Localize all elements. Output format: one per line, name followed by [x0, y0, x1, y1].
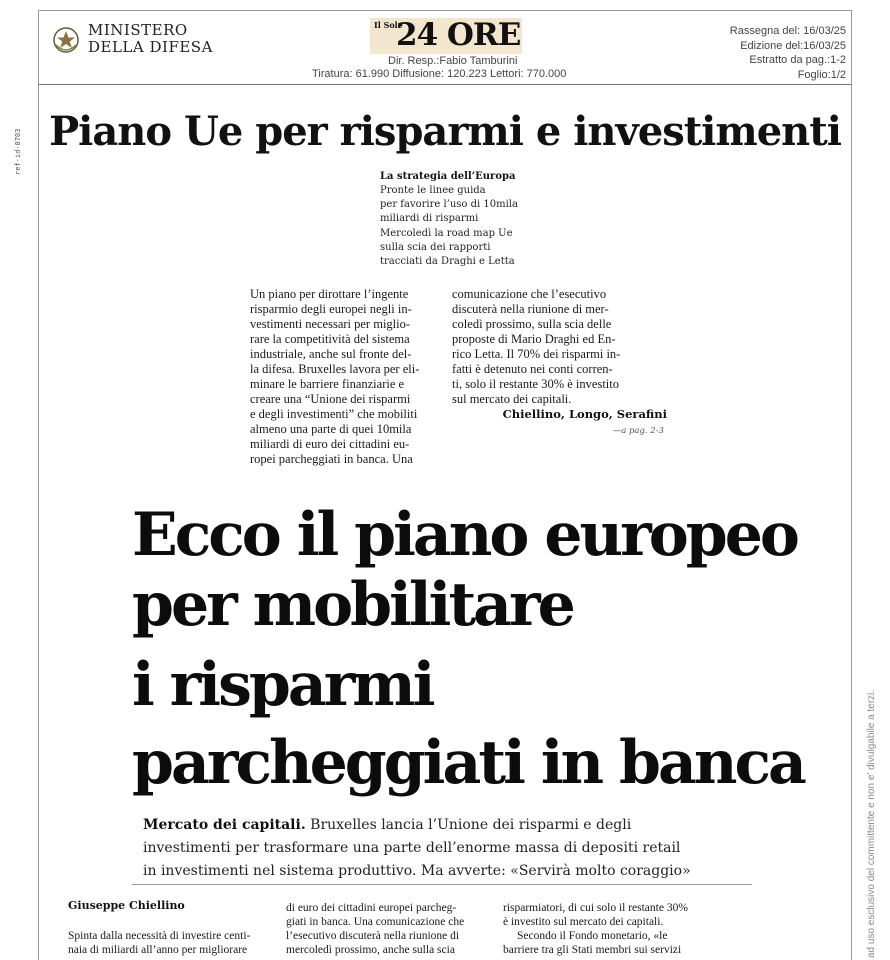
main-headline-line: Ecco il piano europeo: [132, 500, 797, 570]
logo-big-text: 24 ORE: [396, 17, 521, 53]
summary-line: Mercoledì la road map Ue: [380, 228, 513, 239]
foglio-count: Foglio:1/2: [797, 68, 846, 81]
top-kicker: La strategia dell’Europa: [380, 171, 516, 182]
ministry-line-2: DELLA DIFESA: [88, 38, 213, 56]
main-headline-line: parcheggiati in banca: [132, 728, 804, 798]
top-col2-line: sul mercato dei capitali.: [452, 392, 572, 406]
main-headline-line: per mobilitare: [132, 570, 573, 640]
main-col2-line: giati in banca. Una comunicazione che: [286, 916, 465, 928]
summary-line: sulla scia dei rapporti: [380, 242, 491, 253]
top-byline: Chiellino, Longo, Serafini: [502, 407, 667, 421]
deck-line-3: in investimenti nel sistema produttivo. Ma avverte: «Servirà molto coraggio»: [143, 863, 691, 879]
logo-small-text: Il Sole: [374, 20, 403, 30]
top-col1-line: miliardi di euro dei cittadini eu-: [250, 437, 410, 451]
main-col3-line: Secondo il Fondo monetario, «le: [517, 930, 668, 942]
page-reference: —a pag. 2-3: [612, 426, 664, 436]
deck-lead: Mercato dei capitali.: [143, 817, 306, 833]
main-byline: Giuseppe Chiellino: [68, 899, 185, 912]
estratto-pages: Estratto da pag.:1-2: [749, 54, 846, 66]
top-col2-line: fatti è detenuto nei conti corren-: [452, 362, 613, 376]
top-col1-line: minare le barriere finanziarie e: [250, 377, 405, 391]
top-col1-line: risparmio degli europei negli in-: [250, 302, 412, 316]
top-col2-line: proposte di Mario Draghi ed En-: [452, 332, 616, 346]
top-col1-line: ropei parcheggiati in banca. Una: [250, 452, 413, 466]
emblem-icon: [52, 25, 80, 55]
top-col1-line: rare la competitività del sistema: [250, 332, 410, 346]
summary-line: per favorire l’uso di 10mila: [380, 199, 518, 210]
main-col3-line: barriere tra gli Stati membri sui servizi: [503, 944, 682, 956]
main-col2-line: mercoledì prossimo, anche sulla scia: [286, 944, 455, 956]
header-divider: [38, 84, 852, 85]
ref-id: ref-id-0703: [14, 128, 22, 175]
top-headline: Piano Ue per risparmi e investimenti: [49, 108, 841, 155]
top-col1-line: vestimenti necessari per miglio-: [250, 317, 411, 331]
deck-text: Bruxelles lancia l’Unione dei risparmi e degli: [305, 817, 632, 833]
main-col2-line: di euro dei cittadini europei parcheg-: [286, 902, 457, 914]
summary-line: tracciati da Draghi e Letta: [380, 256, 515, 267]
top-col2-line: discuterà nella riunione di mer-: [452, 302, 609, 316]
top-col2-line: coledì prossimo, sulla scia delle: [452, 317, 612, 331]
newspaper-logo: [370, 18, 522, 54]
main-headline-line: i risparmi: [132, 650, 433, 720]
circulation-stats: Tiratura: 61.990 Diffusione: 120.223 Lettori: 770.000: [312, 68, 567, 80]
rassegna-date: Rassegna del: 16/03/25: [729, 25, 846, 37]
main-col1-line: naia di miliardi all’anno per migliorare: [68, 944, 248, 956]
edizione-date: Edizione del:16/03/25: [740, 39, 846, 52]
main-col3-line: è investito sul mercato dei capitali.: [503, 916, 664, 928]
main-col2-line: l’esecutivo discuterà nella riunione di: [286, 930, 460, 942]
top-col1-line: e degli investimenti” che mobiliti: [250, 407, 418, 421]
top-col2-line: rico Letta. Il 70% dei risparmi in-: [452, 347, 621, 361]
summary-line: Pronte le linee guida: [380, 185, 486, 196]
press-review-meta: [730, 24, 846, 82]
ministry-line-1: MINISTERO: [88, 21, 188, 39]
deck-line-1: [143, 815, 631, 835]
top-col1-line: almeno una parte di quei 10mila: [250, 422, 412, 436]
top-col1-line: Un piano per dirottare l’ingente: [250, 287, 409, 301]
ministry-name: [88, 22, 213, 56]
summary-line: miliardi di risparmi: [380, 213, 479, 224]
usage-disclaimer: ad uso esclusivo del committente e non e' divulgabile a terzi.: [866, 689, 877, 958]
main-col3-line: risparmiatori, di cui solo il restante 30%: [503, 902, 688, 914]
top-col1-line: la difesa. Bruxelles lavora per eli-: [250, 362, 420, 376]
top-col1-line: creare una “Unione dei risparmi: [250, 392, 411, 406]
top-col1-line: industriale, anche sul fronte del-: [250, 347, 412, 361]
main-col1-line: Spinta dalla necessità di investire centi-: [68, 930, 251, 942]
deck-divider: [132, 884, 752, 885]
top-col2-line: comunicazione che l’esecutivo: [452, 287, 607, 301]
deck-line-2: investimenti per trasformare una parte dell’enorme massa di depositi retail: [143, 840, 681, 856]
director-line: Dir. Resp.:Fabio Tamburini: [388, 55, 518, 67]
top-col2-line: ti, solo il restante 30% è investito: [452, 377, 619, 391]
